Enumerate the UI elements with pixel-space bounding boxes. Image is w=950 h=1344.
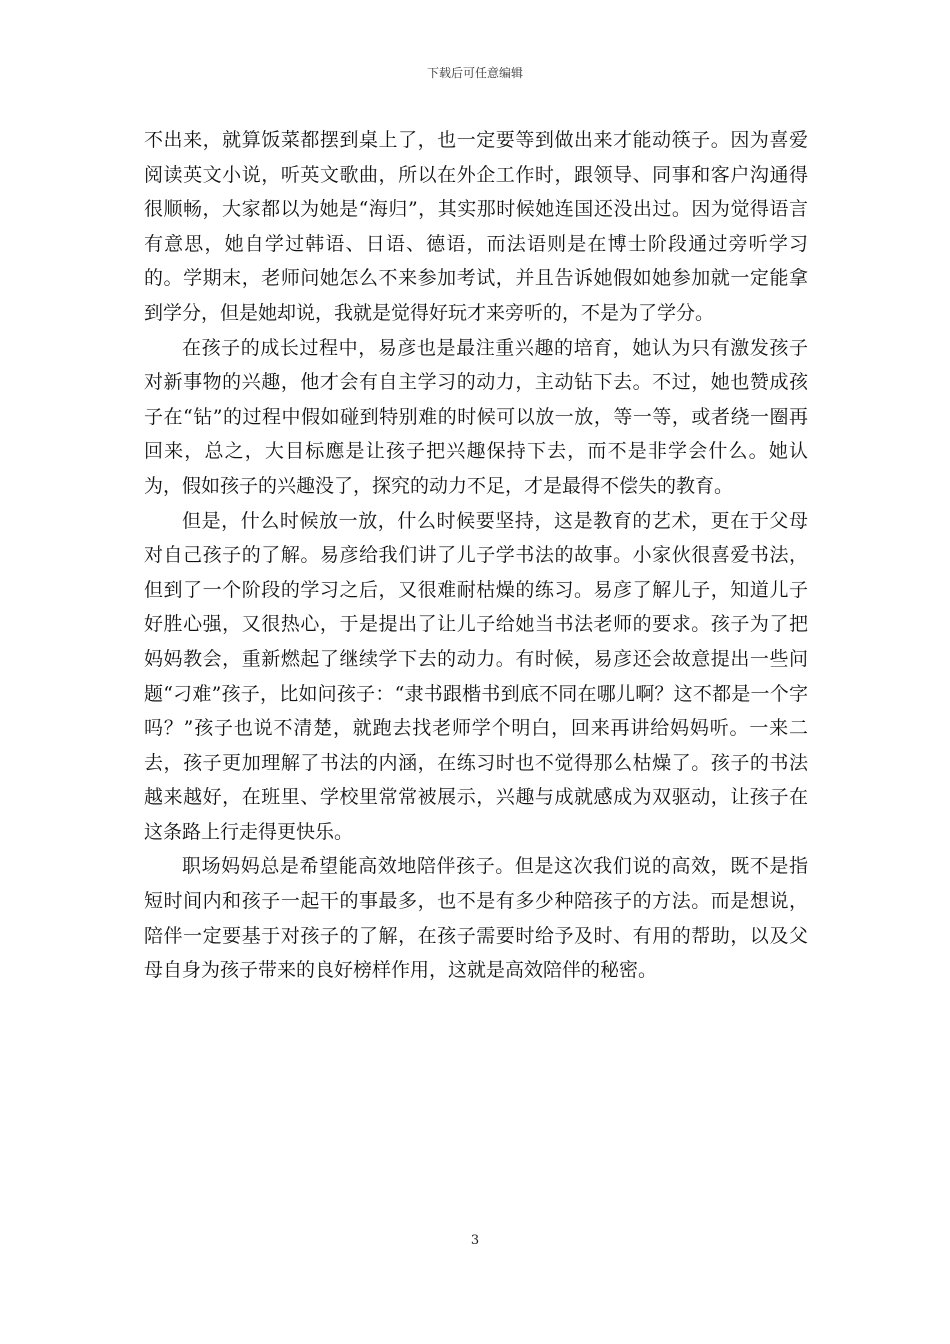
page-number: 3 [470,1233,480,1248]
document-body [144,123,808,988]
paragraph-3: 但是，什么时候放一放，什么时候要坚持，这是教育的艺术，更在于父母对自己孩子的了解。易彦给我们讲了儿子学书法的故事。小家伙很喜爱书法，但到了一个阶段的学习之后，又很难耐枯燥的练习。易彦了解儿子，知道儿子好胜心强，又很热心，于是提出了让儿子给她当书法老师的要求。孩子为了把妈妈教会，重新燃起了继续学下去的动力。有时候，易彦还会故意提出一些问题“刁难”孩子，比如问孩子：“隶书跟楷书到底不同在哪儿啊？这不都是一个字吗？”孩子也说不清楚，就跑去找老师学个明白，回来再讲给妈妈听。一来二去，孩子更加理解了书法的内涵，在练习时也不觉得那么枯燥了。孩子的书法越来越好，在班里、学校里常常被展示，兴趣与成就感成为双驱动，让孩子在这条路上行走得更快乐。 [144,509,808,843]
paragraph-1: 不出来，就算饭菜都摆到桌上了，也一定要等到做出来才能动筷子。因为喜爱阅读英文小说，听英文歌曲，所以在外企工作时，跟领导、同事和客户沟通得很顺畅，大家都以为她是“海归”，其实那时候她连国还没出过。因为觉得语言有意思，她自学过韩语、日语、德语，而法语则是在博士阶段通过旁听学习的。学期末，老师问她怎么不来参加考试，并且告诉她假如她参加就一定能拿到学分，但是她却说，我就是觉得好玩才来旁听的，不是为了学分。 [144,129,808,324]
page-header: 下载后可任意编辑 [426,66,523,80]
paragraph-2: 在孩子的成长过程中，易彦也是最注重兴趣的培育，她认为只有激发孩子对新事物的兴趣，他才会有自主学习的动力，主动钻下去。不过，她也赞成孩子在“钻”的过程中假如碰到特别难的时候可以放一放，等一等，或者绕一圈再回来，总之，大目标應是让孩子把兴趣保持下去，而不是非学会什么。她认为，假如孩子的兴趣没了，探究的动力不足，才是最得不偿失的教育。 [144,336,808,497]
paragraph-4: 职场妈妈总是希望能高效地陪伴孩子。但是这次我们说的高效，既不是指短时间内和孩子一起干的事最多，也不是有多少种陪孩子的方法。而是想说，陪伴一定要基于对孩子的了解，在孩子需要时给予及时、有用的帮助，以及父母自身为孩子带来的良好榜样作用，这就是高效陪伴的秘密。 [144,855,808,982]
